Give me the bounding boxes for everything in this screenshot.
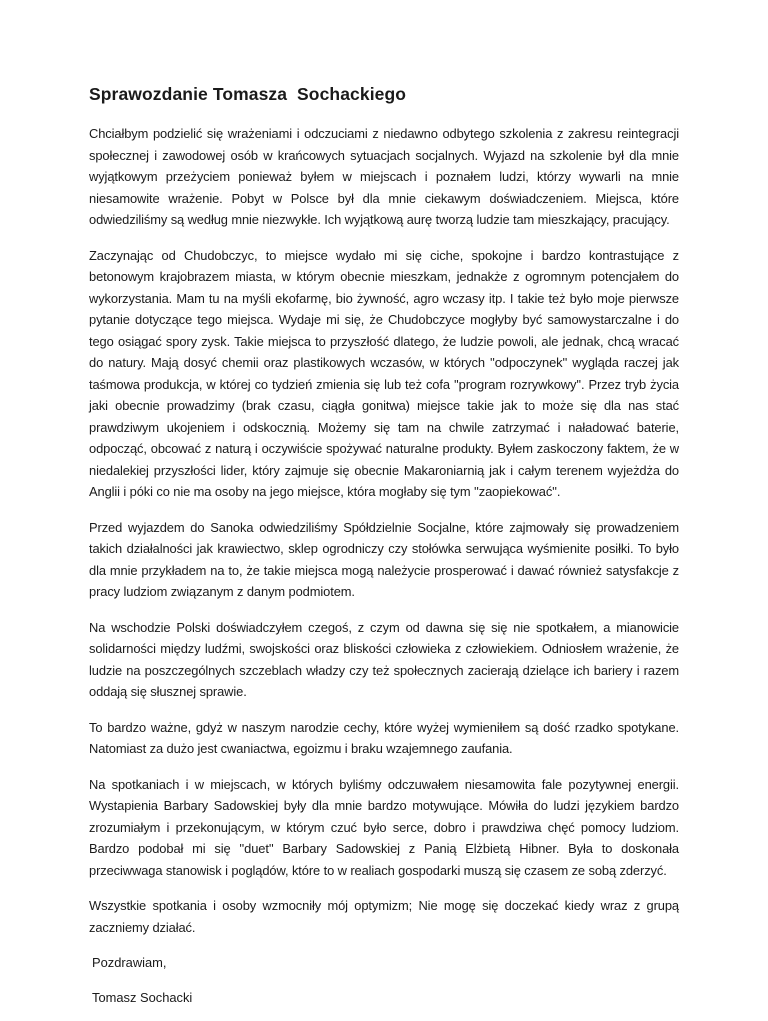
paragraph-meetings: Na spotkaniach i w miejscach, w których byliśmy odczuwałem niesamowita fale pozytywnej energii. Wystapienia Barbary Sadowskiej były dla mnie bardzo motywujące. Mówiła do ludzi językiem bardzo zrozumiałym i przekonującym, w którym czuć było serce, dobro i prawdziwa chęć pomocy ludziom. Bardzo podobał mi się ''duet'' Barbary Sadowskiej z Panią Elżbietą Hibner. Była to doskonała przeciwwaga stanowisk i poglądów, które to w realiach gospodarki muszą się czasem ze sobą zderzyć. [89,776,679,878]
paragraph-national-traits: To bardzo ważne, gdyż w naszym narodzie cechy, które wyżej wymieniłem są dość rzadko spotykane. Natomiast za dużo jest cwaniactwa, egoizmu i braku wzajemnego zaufania. [89,719,679,756]
closing-greeting: Pozdrawiam, [92,955,167,970]
paragraph-sanok: Przed wyjazdem do Sanoka odwiedziliśmy Spółdzielnie Socjalne, które zajmowały się prowadzeniem takich działalności jak krawiectwo, sklep ogrodniczy czy stołówka serwująca wyśmienite posiłki. To było dla mnie przykładem na to, że takie miejsca mogą należycie prosperować i dawać również satysfakcje z pracy ludziom związanym z danym podmiotem. [89,519,679,599]
paragraph-intro: Chciałbym podzielić się wrażeniami i odczuciami z niedawno odbytego szkolenia z zakresu reintegracji społecznej i zawodowej osób w krańcowych sytuacjach socjalnych. Wyjazd na szkolenie był dla mnie wyjątkowym przeżyciem ponieważ byłem w miejscach i poznałem ludzi, którzy wywarli na mnie niesamowite wrażenie. Pobyt w Polsce był dla mnie ciekawym doświadczeniem. Miejsca, które odwiedziliśmy są według mnie niezwykłe. Ich wyjątkową aurę tworzą ludzie tam mieszkający, pracujący. [89,126,679,227]
paragraph-chudobczyce: Zaczynając od Chudobczyc, to miejsce wydało mi się ciche, spokojne i bardzo kontrastujące z betonowym krajobrazem miasta, w którym obecnie mieszkam, jednakże z ogromnym potencjałem do wykorzystania. Mam tu na myśli ekofarmę, bio żywność, agro wczasy itp. I takie też było moje pierwsze pytanie dotyczące tego miejsca. Wydaje mi się, że Chudobczyce mogłyby być samowystarczalne i do tego osiągać spory zysk. Takie miejsca to przyszłość dlatego, że ludzie powoli, ale jednak, chcą wracać do natury. Mają dosyć chemii oraz plastikowych wczasów, w których ''odpoczynek'' wygląda raczej jak taśmowa produkcja, w której co tydzień zmienia się lub też cofa ''program rozrywkowy''. Przez tryb życia jaki obecnie prowadzimy (brak czasu, ciągła gonitwa) miejsce takie jak to może się dla nas stać prawdziwym ukojeniem i odskocznią. Możemy się tam na chwile zatrzymać i naładować baterie, odpocząć, obcować z naturą i oczywiście spożywać naturalne produkty. Byłem zaskoczony faktem, że w niedalekiej przyszłości lider, który zajmuje się obecnie Makaroniarnią jak i całym terenem wyjeżdża do Anglii i póki co nie ma osoby na jego miejsce, która mogłaby się tym ''zaopiekować''. [89,247,679,499]
document-page [89,84,679,1021]
paragraph-east-poland: Na wschodzie Polski doświadczyłem czegoś, z czym od dawna się się nie spotkałem, a mianowicie solidarności między ludźmi, swojskości oraz bliskości człowieka z człowiekiem. Odniosłem wrażenie, że ludzie na poszczególnych szczeblach władzy czy też społecznych zacierają dzielące ich bariery i razem oddają się słusznej sprawie. [89,619,679,699]
document-title: Sprawozdanie Tomasza Sochackiego [89,84,407,104]
signature: Tomasz Sochacki [92,989,193,1005]
paragraph-optimism: Wszystkie spotkania i osoby wzmocniły mój optymizm; Nie mogę się doczekać kiedy wraz z grupą zaczniemy działać. [89,898,679,935]
